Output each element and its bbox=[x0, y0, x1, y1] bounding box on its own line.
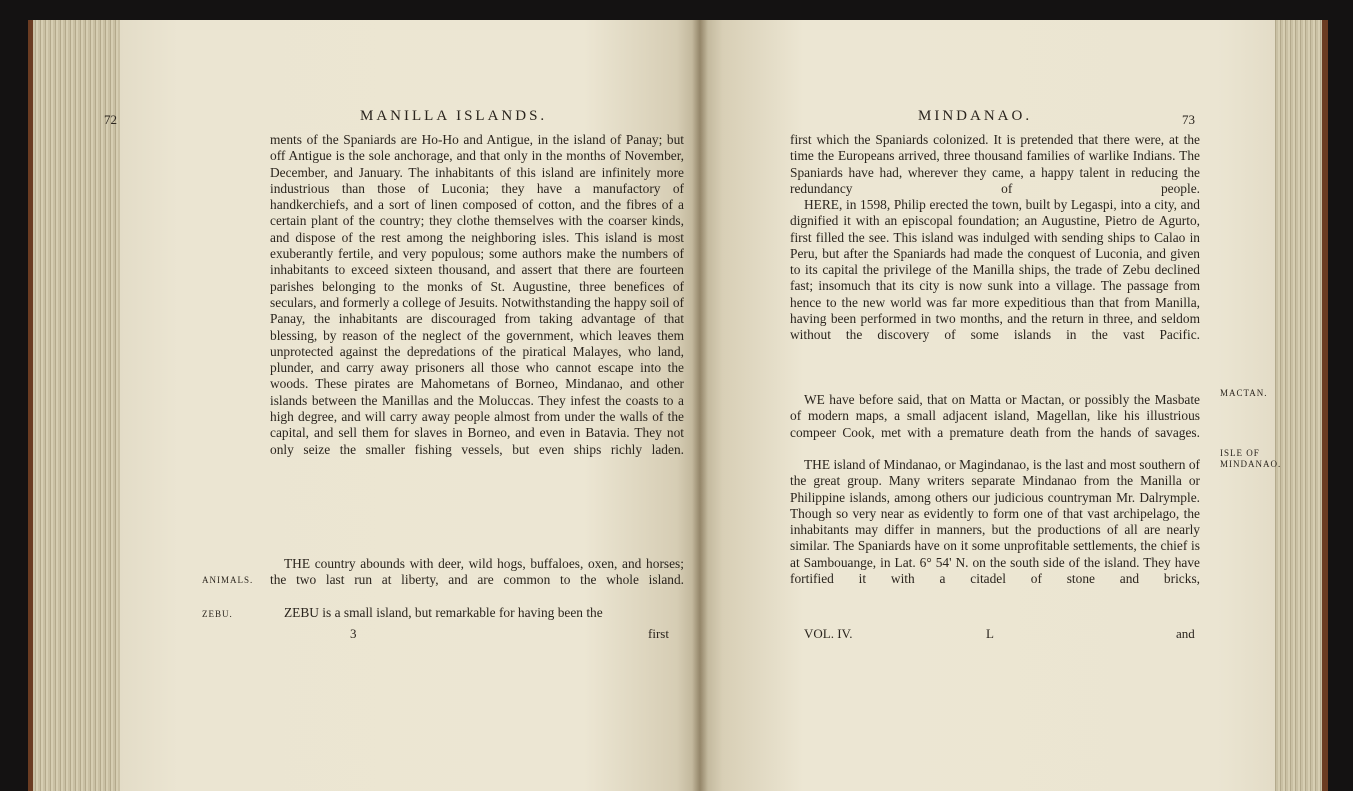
right-signature: L bbox=[986, 626, 994, 641]
book-gutter bbox=[692, 20, 708, 791]
page-edges-left bbox=[28, 20, 123, 791]
right-catchword: and bbox=[1176, 626, 1195, 641]
left-paragraph-1: ments of the Spaniards are Ho-Ho and Antigue, in the island of Panay; but off Antigue is the sole anchorage, and that only in the months of November, December, and January. The inhabitants of this island are infinitely more industrious than those of Luconia; they have a manufactory of handkerchiefs, and a sort of linen composed of cotton, and the fibres of a certain plant of the country; they clothe themselves with the coarser kinds, and dispose of the rest among the neighboring isles. This island is most exuberantly fertile, and very populous; some authors make the numbers of inhabitants to exceed sixteen thousand, and assert that there are fourteen parishes belonging to the monks of St. Augustine, three benefices of seculars, and formerly a college of Jesuits. Notwithstanding the happy soil of Panay, the inhabitants are discouraged from taking advantage of that blessing, by reason of the neglect of the government, which leaves them unprotected against the depredations of the piratical Malayes, who land, plunder, and carry away prisoners all those who cannot escape into the woods. These pirates are Mahometans of Borneo, Mindanao, and other islands between the Manillas and the Moluccas. They infest the coasts to a high degree, and will carry away people almost from under the walls of the capital, and sell them for slaves in Borneo, and even in Batavia. They not only seize the smaller fishing vessels, but even ships richly laden. bbox=[270, 132, 684, 457]
right-paragraph-1: first which the Spaniards colonized. It is pretended that there were, at the time the Europeans arrived, three thousand families of warlike Indians. The Spaniards have had, wherever they came, a happy talent in reducing the redundancy of people. bbox=[790, 132, 1200, 196]
left-signature: 3 bbox=[350, 626, 357, 641]
right-running-head: MINDANAO. bbox=[918, 108, 1033, 124]
left-paragraph-2: THE country abounds with deer, wild hogs, buffaloes, oxen, and horses; the two last run at liberty, and are common to the whole island. bbox=[270, 556, 684, 588]
margin-note-zebu: ZEBU. bbox=[202, 609, 233, 619]
open-book bbox=[28, 20, 1328, 791]
right-paragraph-2: HERE, in 1598, Philip erected the town, built by Legaspi, into a city, and dignified it with an episcopal foundation; an Augustine, Pietro de Agurto, first filled the see. This island was indulged with sending ships to Calao in Peru, but after the Spaniards had made the conquest of Luconia, and given to its capital the privilege of the Manilla ships, the trade of Zebu declined fast; insomuch that its city is now sunk into a village. The passage from hence to the new world was far more expeditious than that from Manilla, having been performed in two months, and the return in three, and seldom without the discovery of some islands in the vast Pacific. bbox=[790, 197, 1200, 343]
right-paragraph-3: WE have before said, that on Matta or Mactan, or possibly the Masbate of modern maps, a small adjacent island, Magellan, like his illustrious compeer Cook, met with a premature death from the hands of savages. bbox=[790, 392, 1200, 440]
left-running-head: MANILLA ISLANDS. bbox=[360, 108, 548, 124]
right-page-number: 73 bbox=[1182, 112, 1195, 127]
left-catchword: first bbox=[648, 626, 669, 641]
right-page bbox=[700, 20, 1282, 791]
volume-footer: VOL. IV. bbox=[804, 626, 853, 641]
right-paragraph-4: THE island of Mindanao, or Magindanao, is the last and most southern of the great group. Many writers separate Mindanao from the Manilla or Philippine islands, among others our judicious countryman Mr. Dalrymple. Though so very near as evidently to form one of that vast archipelago, the inhabitants may differ in manners, but the productions of all are nearly similar. The Spaniards have on it some unprofitable settlements, the chief is at Sambouange, in Lat. 6° 54' N. on the south side of the island. They have fortified it with a citadel of stone and bricks, bbox=[790, 457, 1200, 587]
left-page-number: 72 bbox=[104, 112, 117, 127]
margin-note-mactan: MACTAN. bbox=[1220, 388, 1268, 398]
left-page bbox=[104, 20, 700, 791]
margin-note-mindanao: ISLE OF MINDANAO. bbox=[1220, 448, 1282, 469]
left-paragraph-3: ZEBU is a small island, but remarkable for having been the bbox=[284, 605, 603, 620]
margin-note-animals: ANIMALS. bbox=[202, 575, 254, 585]
page-edges-right bbox=[1268, 20, 1328, 791]
left-body-text bbox=[270, 132, 684, 621]
right-body-text bbox=[790, 132, 1200, 604]
